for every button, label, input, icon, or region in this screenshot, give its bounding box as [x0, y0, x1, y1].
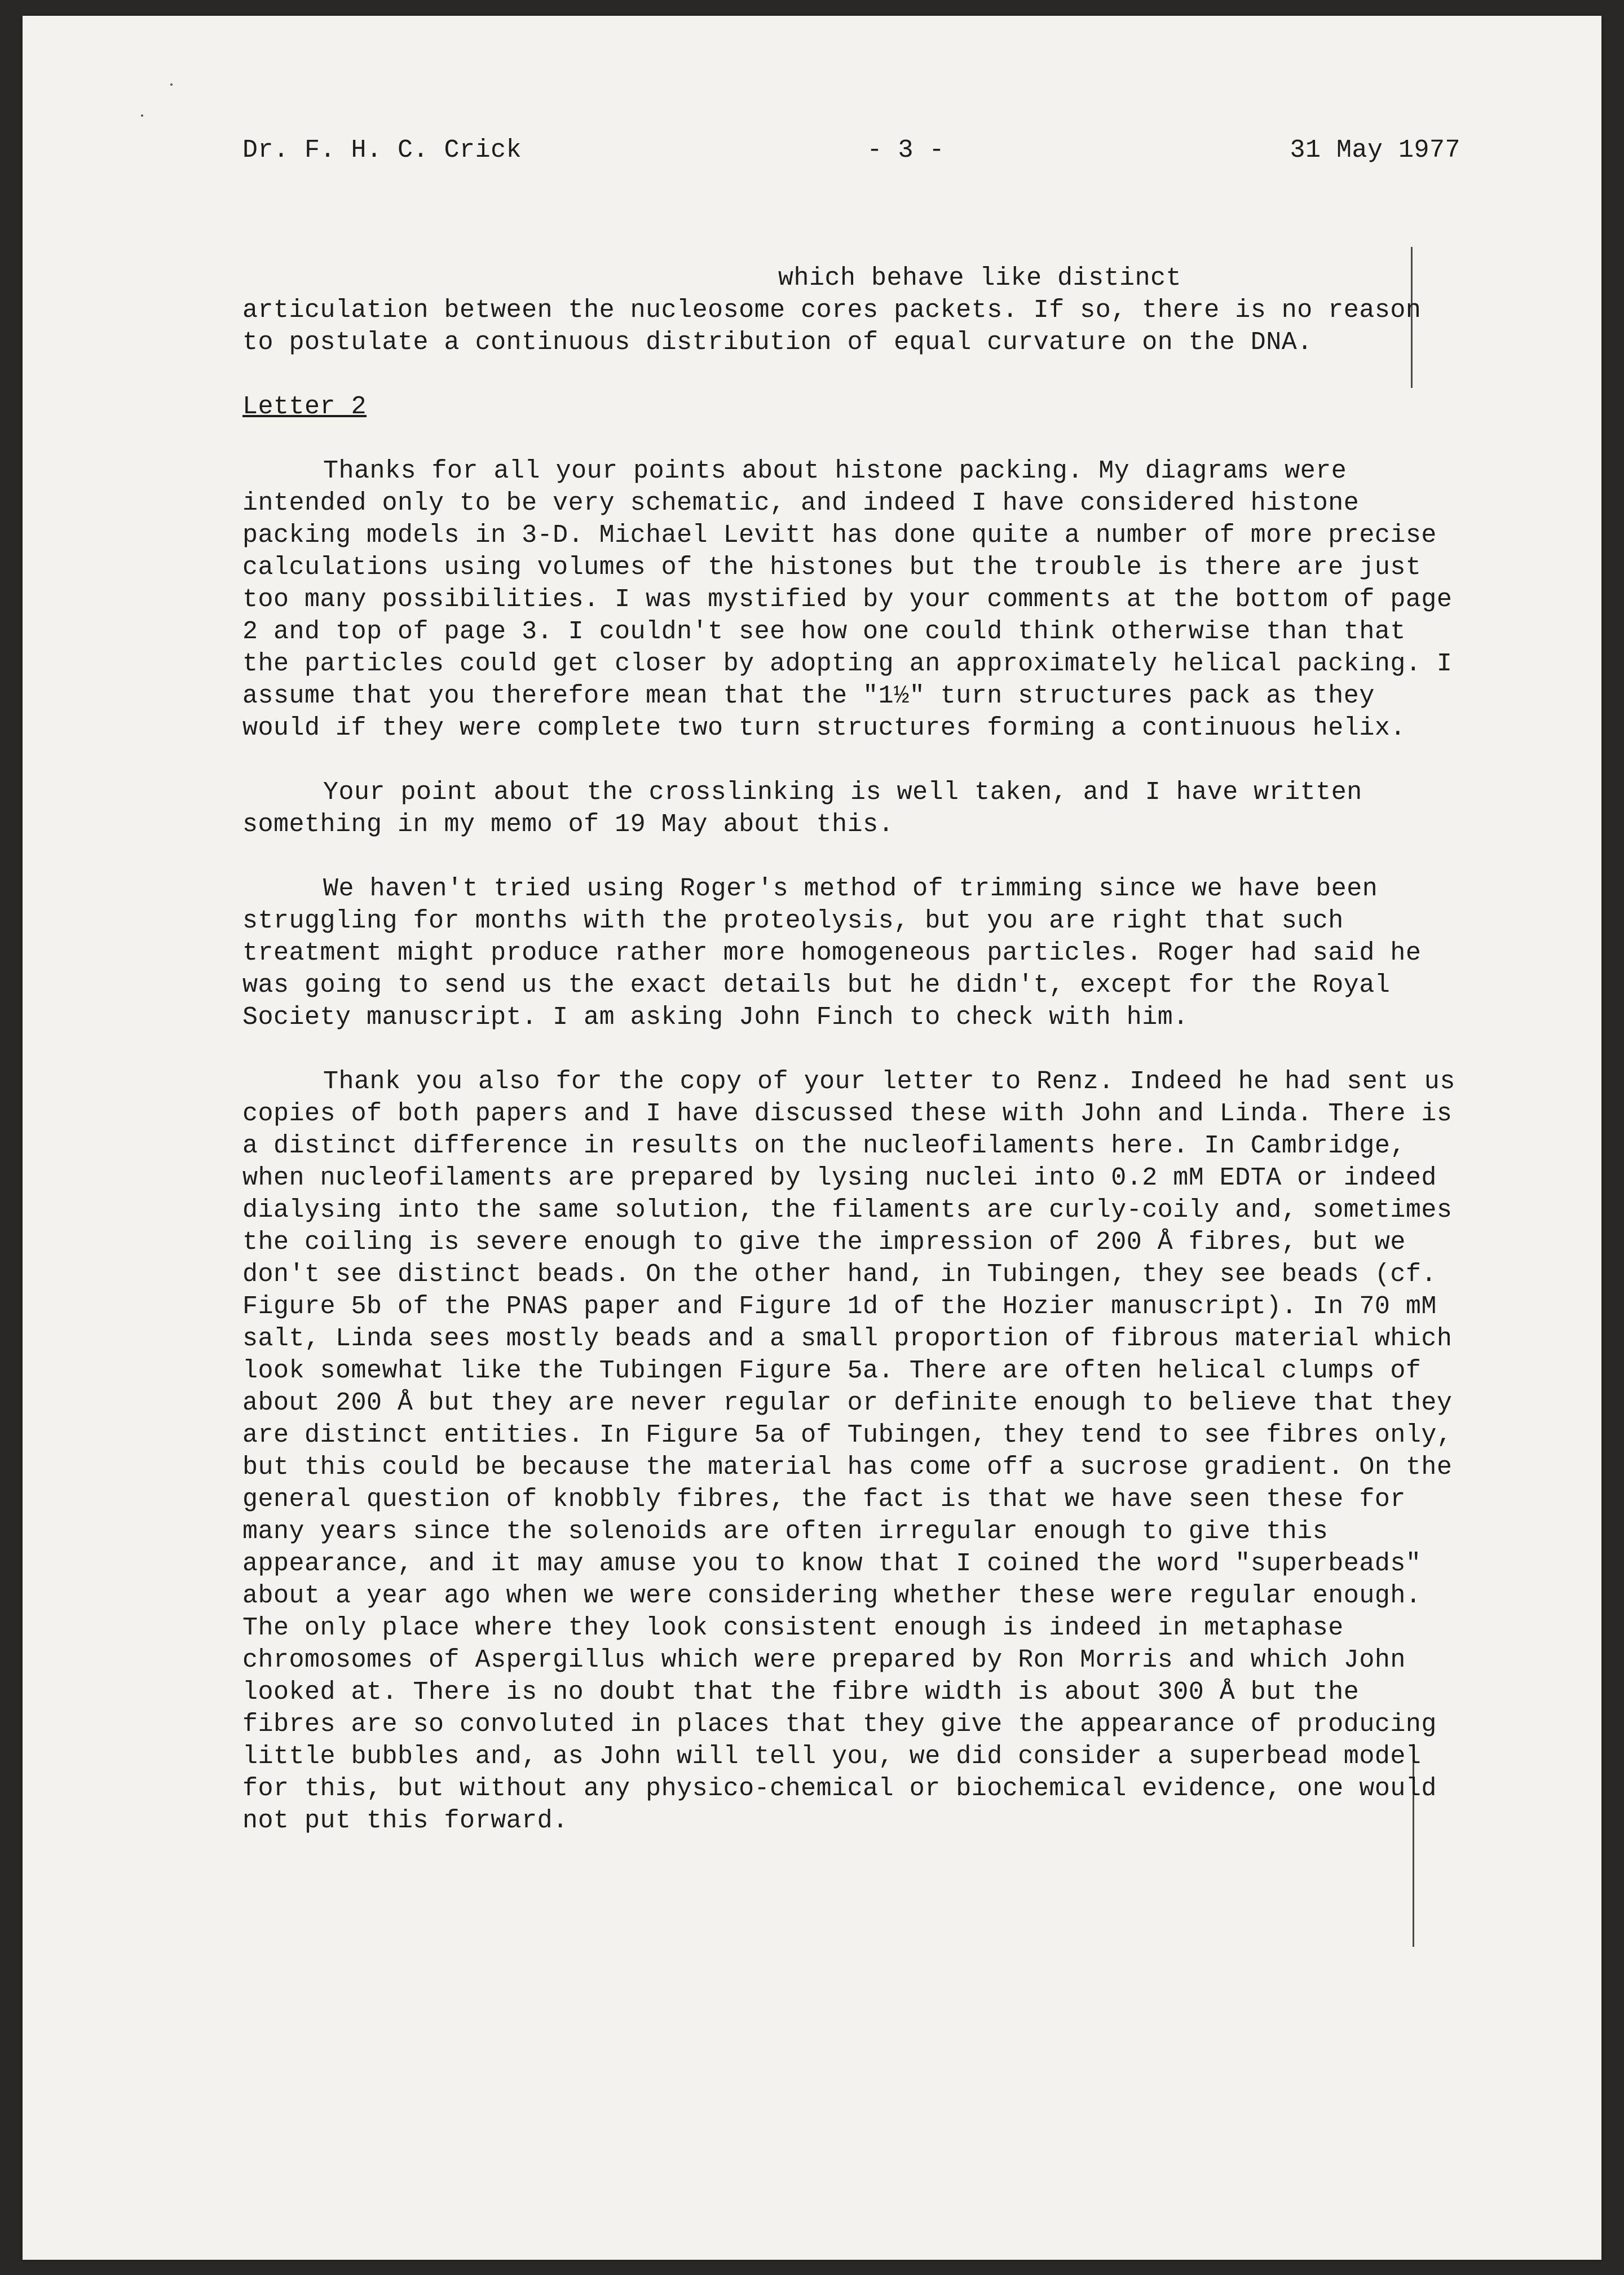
page-header	[242, 134, 1460, 166]
page-number: - 3 -	[867, 136, 945, 165]
stray-mark	[170, 83, 173, 86]
paragraph-renz-letter: Thank you also for the copy of your letter to Renz. Indeed he had sent us copies of both papers and I have discussed these with John and Linda. There is a distinct difference in results on the nucleofilaments here. In Cambridge, when nucleofilaments are prepared by lysing nuclei into 0.2 mM EDTA or indeed dialysing into the same solution, the filaments are curly-coily and, sometimes the coiling is severe enough to give the impression of 200 Å fibres, but we don't see distinct beads. On the other hand, in Tubingen, they see beads (cf. Figure 5b of the PNAS paper and Figure 1d of the Hozier manuscript). In 70 mM salt, Linda sees mostly beads and a small proportion of fibrous material which look somewhat like the Tubingen Figure 5a. There are often helical clumps of about 200 Å but they are never regular or definite enough to believe that they are distinct entities. In Figure 5a of Tubingen, they tend to see fibres only, but this could be because the material has come off a sucrose gradient. On the general question of knobbly fibres, the fact is that we have seen these for many years since the solenoids are often irregular enough to give this appearance, and it may amuse you to know that I coined the word "superbeads" about a year ago when we were considering whether these were regular enough. The only place where they look consistent enough is indeed in metaphase chromosomes of Aspergillus which were prepared by Ron Morris and which John looked at. There is no doubt that the fibre width is about 300 Å but the fibres are so convoluted in places that they give the appearance of producing little bubbles and, as John will tell you, we did consider a superbead model for this, but without any physico-chemical or biochemical evidence, one would not put this forward.	[242, 1067, 1455, 1835]
paragraph-trimming: We haven't tried using Roger's method of trimming since we have been struggling for months with the proteolysis, but you are right that such treatment might produce rather more homogeneous particles. Roger had said he was going to send us the exact details but he didn't, except for the Royal Society manuscript. I am asking John Finch to check with him.	[242, 874, 1422, 1032]
paragraph-histone-packing: Thanks for all your points about histone packing. My diagrams were intended only to be very schematic, and indeed I have considered histone packing models in 3-D. Michael Levitt has done quite a number of more precise calculations using volumes of the histones but the trouble is there are just too many possibilities. I was mystified by your comments at the bottom of page 2 and top of page 3. I couldn't see how one could think otherwise than that the particles could get closer by adopting an approximately helical packing. I assume that you therefore mean that the "1½" turn structures pack as they would if they were complete two turn structures forming a continuous helix.	[242, 457, 1453, 743]
handwritten-insertion: which behave like distinct	[778, 264, 1182, 293]
continuation-paragraph: articulation between the nucleosome cores packets. If so, there is no reason to postulate a continuous distribution of equal curvature on the DNA.	[242, 296, 1422, 357]
letter-body	[242, 134, 1460, 1869]
addressee: Dr. F. H. C. Crick	[242, 136, 522, 165]
section-heading: Letter 2	[242, 392, 367, 421]
letter-page	[23, 16, 1601, 2260]
stray-mark	[141, 114, 143, 117]
letter-date: 31 May 1977	[1290, 136, 1460, 165]
paragraph-crosslinking: Your point about the crosslinking is well taken, and I have written something in my memo of 19 May about this.	[242, 778, 1362, 839]
